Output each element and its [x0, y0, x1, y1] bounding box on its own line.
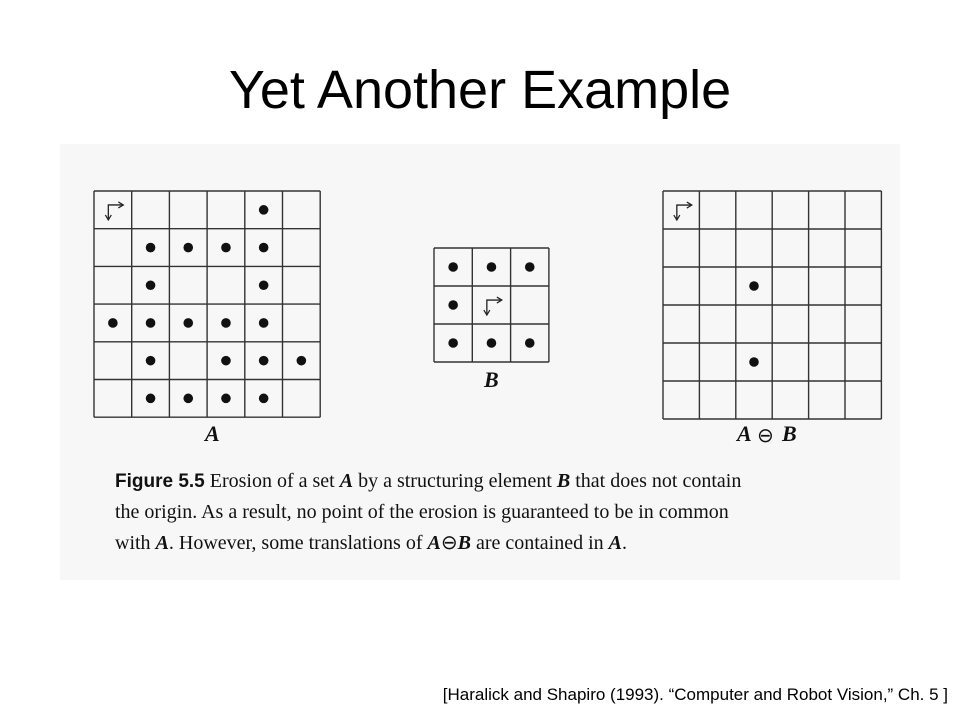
set-point-dot — [749, 281, 759, 291]
caption-text: . — [622, 532, 628, 554]
set-point-dot — [487, 262, 497, 272]
erosion-operator-symbol: ⊖ — [757, 423, 774, 447]
set-point-dot — [259, 205, 269, 215]
caption-symbol: B — [457, 532, 471, 554]
set-point-dot — [221, 243, 231, 253]
set-point-dot — [183, 318, 193, 328]
caption-symbol: A — [608, 532, 623, 554]
caption-text: . However, some translations of — [168, 532, 428, 554]
slide-citation: [Haralick and Shapiro (1993). “Computer and Robot Vision,” Ch. 5 ] — [442, 685, 948, 704]
caption-line-3 — [115, 527, 895, 558]
set-point-dot — [749, 357, 759, 367]
grid-b-structuring-element — [434, 248, 549, 362]
set-point-dot — [297, 356, 307, 366]
set-point-dot — [259, 280, 269, 290]
caption-text: that does not contain — [570, 470, 742, 492]
result-label-b: B — [782, 421, 797, 446]
set-point-dot — [221, 356, 231, 366]
set-point-dot — [448, 338, 458, 348]
caption-symbol: A — [155, 532, 169, 554]
grid-a — [94, 191, 320, 417]
set-point-dot — [108, 318, 118, 328]
caption-text: are contained in — [470, 532, 609, 554]
set-point-dot — [525, 262, 535, 272]
set-point-dot — [146, 280, 156, 290]
caption-figure-label: Figure 5.5 — [115, 471, 205, 492]
set-point-dot — [183, 243, 193, 253]
caption-line-1 — [115, 466, 895, 497]
caption-symbol: A — [427, 532, 441, 554]
set-point-dot — [259, 243, 269, 253]
origin-marker-icon — [674, 202, 692, 220]
caption-symbol: A — [339, 470, 354, 492]
set-point-dot — [146, 243, 156, 253]
origin-marker-icon — [484, 297, 502, 315]
set-point-dot — [525, 338, 535, 348]
caption-text: with — [115, 532, 156, 554]
set-point-dot — [259, 394, 269, 404]
set-point-dot — [487, 338, 497, 348]
caption-symbol: B — [556, 470, 571, 492]
grid-a-label: A — [205, 421, 220, 446]
figure-caption — [115, 466, 895, 558]
caption-text: Erosion of a set — [209, 470, 340, 492]
set-point-dot — [259, 318, 269, 328]
caption-operator: ⊖ — [440, 530, 458, 554]
slide-title: Yet Another Example — [228, 60, 732, 120]
set-point-dot — [221, 394, 231, 404]
set-point-dot — [259, 356, 269, 366]
caption-text: by a structuring element — [353, 470, 557, 492]
origin-marker-icon — [105, 202, 123, 220]
set-point-dot — [221, 318, 231, 328]
set-point-dot — [183, 394, 193, 404]
grid-b-label: B — [484, 367, 499, 392]
set-point-dot — [146, 394, 156, 404]
set-point-dot — [146, 318, 156, 328]
caption-line-2: the origin. As a result, no point of the erosion is guaranteed to be in common — [115, 501, 729, 523]
set-point-dot — [448, 300, 458, 310]
grid-erosion-result — [663, 191, 881, 419]
set-point-dot — [448, 262, 458, 272]
set-point-dot — [146, 356, 156, 366]
result-label-a: A — [737, 421, 752, 446]
